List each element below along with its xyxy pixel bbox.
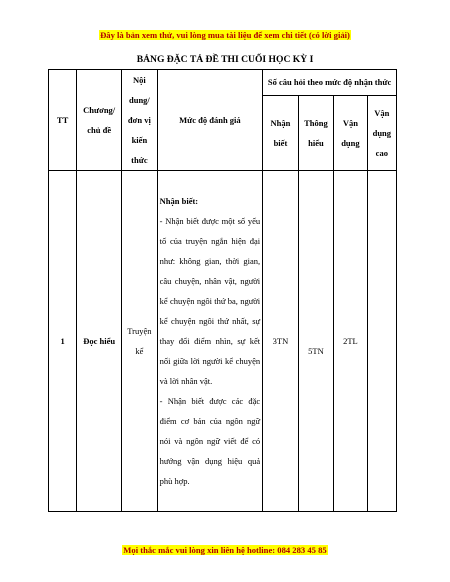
table-header-row bbox=[49, 70, 397, 96]
mucdo-item-1: - Nhận biết được một số yếu tố của truyện ngắn hiện đại như: không gian, thời gian, câu chuyện, nhân vật, người kể chuyện ngôi thứ ba, người kể chuyện ngôi thứ nhất, sự thay đổi điểm nhìn, sự kết nối giữa lời người kể chuyện và lời nhân vật. bbox=[159, 216, 261, 386]
header-socau: Số câu hỏi theo mức độ nhận thức bbox=[263, 70, 397, 96]
header-noidung: Nội dung/ đơn vị kiến thức bbox=[122, 70, 158, 171]
cell-nhanbiet: 3TN bbox=[263, 171, 299, 512]
hotline-notice-text: Mọi thắc mắc vui lòng xin liên hệ hotline: 084 283 45 85 bbox=[123, 545, 327, 555]
spec-table bbox=[48, 69, 397, 512]
mucdo-heading: Nhận biết: bbox=[159, 196, 199, 206]
cell-mucdo bbox=[157, 171, 263, 512]
header-vandung: Vận dụng bbox=[334, 95, 367, 170]
table-row bbox=[49, 171, 397, 512]
thonghieu-value: 5TN bbox=[308, 346, 324, 356]
cell-tt: 1 bbox=[49, 171, 77, 512]
cell-noidung: Truyện kể bbox=[122, 171, 158, 512]
header-mucdo: Mức độ đánh giá bbox=[157, 70, 263, 171]
cell-thonghieu bbox=[298, 171, 334, 512]
preview-notice-text: Đây là bản xem thử, vui lòng mua tài liệu để xem chi tiết (có lời giải) bbox=[100, 30, 350, 40]
mucdo-item-2: - Nhận biết được các đặc điểm cơ bản của ngôn ngữ nói và ngôn ngữ viết để có hướng vận dụng hiệu quả phù hợp. bbox=[159, 396, 261, 486]
header-tt: TT bbox=[49, 70, 77, 171]
header-vandungcao: Vận dụng cao bbox=[367, 95, 396, 170]
cell-vandungcao bbox=[367, 171, 396, 512]
cell-vandung: 2TL bbox=[334, 171, 367, 512]
hotline-notice bbox=[0, 545, 450, 555]
header-nhanbiet: Nhận biết bbox=[263, 95, 299, 170]
cell-chuong: Đọc hiểu bbox=[77, 171, 122, 512]
document-title: BẢNG ĐẶC TẢ ĐỀ THI CUỐI HỌC KỲ I bbox=[136, 54, 314, 65]
header-chuong: Chương/ chủ đề bbox=[77, 70, 122, 171]
header-thonghieu: Thông hiểu bbox=[298, 95, 334, 170]
preview-notice bbox=[0, 30, 450, 40]
